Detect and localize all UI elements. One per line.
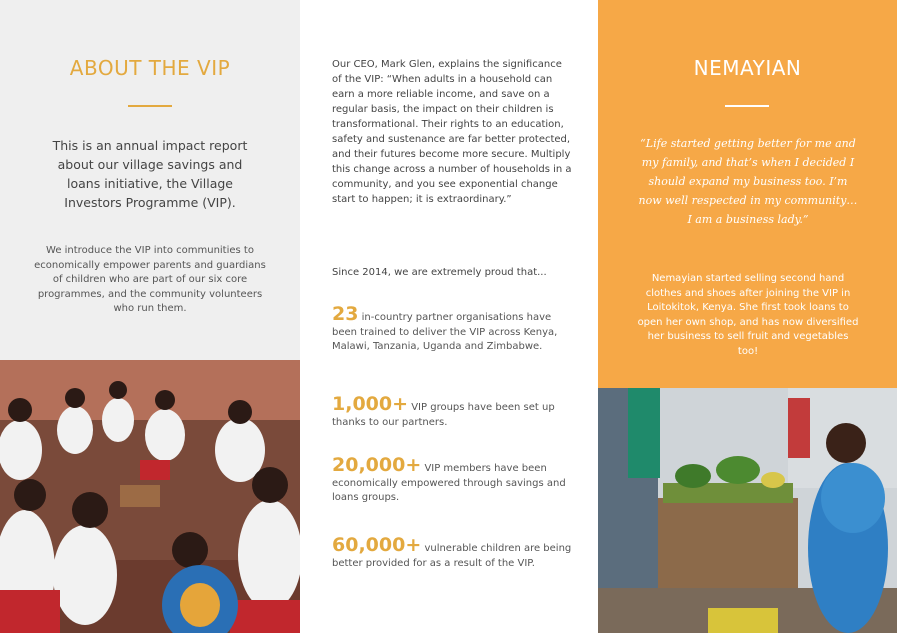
stat-text: VIP groups have been set up thanks to our partners.	[332, 402, 555, 428]
stat-number: 23	[332, 303, 359, 325]
nemayian-divider	[725, 105, 769, 107]
nemayian-panel	[598, 0, 897, 633]
stat-members	[332, 454, 572, 506]
stat-text: vulnerable children are being better provided for as a result of the VIP.	[332, 543, 572, 569]
stat-text: in-country partner organisations have been trained to deliver the VIP across Kenya, Malawi, Tanzania, Uganda and Zimbabwe.	[332, 312, 558, 352]
stat-number: 60,000+	[332, 534, 422, 556]
stat-children	[332, 534, 572, 571]
nemayian-story: Nemayian started selling second hand clothes and shoes after joining the VIP in Loitokitok, Kenya. She first took loans to open her own shop, and has now diversified her business to sell fruit and vegetables too!	[637, 273, 859, 357]
about-lead: This is an annual impact report about our village savings and loans initiative, the Village Investors Programme (VIP).	[52, 138, 248, 210]
stat-text: VIP members have been economically empowered through savings and loans groups.	[332, 463, 566, 503]
about-divider	[128, 105, 172, 107]
stat-groups	[332, 393, 572, 430]
market-stall-photo	[598, 388, 897, 633]
stat-number: 1,000+	[332, 393, 409, 415]
about-panel	[0, 0, 300, 633]
impact-panel	[300, 0, 598, 633]
since-intro: Since 2014, we are extremely proud that...	[332, 267, 547, 278]
ceo-quote: Our CEO, Mark Glen, explains the significance of the VIP: “When adults in a household can earn a more reliable income, and save on a regular basis, the impact on their children is transformational. Their rights to an education, safety and sustenance are far better protected, and their futures become more secure. Multiply this change across a number of households in a community, and you see exponential change start to happen; it is extraordinary.”	[332, 59, 572, 205]
group-meeting-photo	[0, 360, 300, 633]
stat-partners	[332, 303, 572, 355]
nemayian-title: NEMAYIAN	[693, 56, 802, 80]
nemayian-testimonial: “Life started getting better for me and my family, and that’s when I decided I should expand my business too. I’m now well respected in my community… I am a business lady.”	[638, 137, 858, 226]
about-body: We introduce the VIP into communities to economically empower parents and guardians of children who are part of our six core programmes, and the community volunteers who run them.	[34, 245, 266, 314]
about-title: ABOUT THE VIP	[69, 56, 231, 80]
stat-number: 20,000+	[332, 454, 422, 476]
